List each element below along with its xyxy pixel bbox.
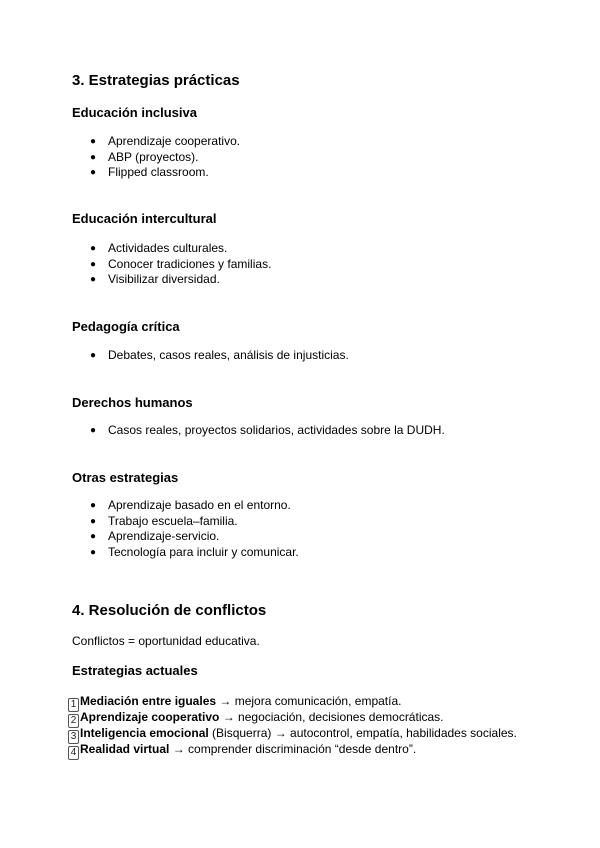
item-description: → negociación, decisiones democráticas. bbox=[219, 710, 444, 724]
item-term: Mediación entre iguales bbox=[80, 694, 217, 708]
bullet-icon: ● bbox=[90, 274, 97, 285]
list-item: ● Aprendizaje-servicio. bbox=[90, 529, 220, 543]
list-item: ● Actividades culturales. bbox=[90, 241, 228, 255]
item-description: → comprender discriminación “desde dentro”. bbox=[169, 742, 417, 756]
numbered-item bbox=[68, 693, 517, 709]
bullet-icon: ● bbox=[90, 546, 97, 558]
item-term: Inteligencia emocional bbox=[80, 726, 209, 740]
bullet-icon: ● bbox=[90, 167, 97, 178]
list-item: ● Casos reales, proyectos solidarios, actividades sobre la DUDH. bbox=[90, 423, 445, 437]
list-item: ● Trabajo escuela–familia. bbox=[90, 513, 238, 528]
bullet-icon: ● bbox=[90, 243, 97, 254]
list-educacion-intercultural bbox=[72, 241, 271, 288]
item-description: → autocontrol, empatía, habilidades sociales. bbox=[271, 726, 517, 740]
list-item: ● Tecnología para incluir y comunicar. bbox=[90, 544, 299, 559]
number-badge: 1 bbox=[68, 698, 79, 712]
bullet-icon: ● bbox=[90, 350, 97, 361]
heading-otras-estrategias: Otras estrategias bbox=[72, 470, 179, 485]
heading-estrategias-actuales: Estrategias actuales bbox=[72, 663, 198, 678]
bullet-icon: ● bbox=[90, 531, 97, 542]
bullet-icon: ● bbox=[90, 151, 97, 163]
bullet-icon: ● bbox=[90, 258, 97, 270]
bullet-icon: ● bbox=[90, 500, 97, 511]
list-item: ● Aprendizaje cooperativo. bbox=[90, 134, 241, 148]
list-item: ● Flipped classroom. bbox=[90, 165, 209, 179]
section-3-title: 3. Estrategias prácticas bbox=[72, 72, 240, 89]
number-badge: 4 bbox=[68, 746, 79, 760]
number-badge: 3 bbox=[68, 730, 79, 744]
bullet-icon: ● bbox=[90, 515, 97, 527]
number-badge: 2 bbox=[68, 714, 79, 728]
numbered-item bbox=[68, 741, 517, 757]
item-note: (Bisquerra) bbox=[208, 726, 272, 740]
numbered-list bbox=[68, 693, 517, 757]
list-educacion-inclusiva bbox=[72, 134, 240, 181]
intro-text: Conflictos = oportunidad educativa. bbox=[72, 634, 260, 648]
heading-pedagogia-critica: Pedagogía crítica bbox=[72, 319, 180, 334]
item-term: Aprendizaje cooperativo bbox=[80, 710, 220, 724]
list-item: ● Aprendizaje basado en el entorno. bbox=[90, 498, 291, 512]
item-term: Realidad virtual bbox=[80, 742, 170, 756]
heading-educacion-intercultural: Educación intercultural bbox=[72, 211, 217, 226]
item-description: → mejora comunicación, empatía. bbox=[216, 694, 402, 708]
heading-derechos-humanos: Derechos humanos bbox=[72, 395, 193, 410]
numbered-item bbox=[68, 709, 517, 725]
section-4-title: 4. Resolución de conflictos bbox=[72, 602, 267, 619]
bullet-icon: ● bbox=[90, 136, 97, 147]
list-item: ● Visibilizar diversidad. bbox=[90, 272, 220, 286]
list-derechos-humanos bbox=[72, 423, 445, 439]
list-pedagogia-critica bbox=[72, 348, 349, 364]
list-otras-estrategias bbox=[72, 498, 299, 560]
list-item: ● Conocer tradiciones y familias. bbox=[90, 256, 272, 271]
bullet-icon: ● bbox=[90, 425, 97, 436]
list-item: ● ABP (proyectos). bbox=[90, 149, 199, 164]
numbered-item bbox=[68, 725, 517, 741]
heading-educacion-inclusiva: Educación inclusiva bbox=[72, 105, 197, 120]
list-item: ● Debates, casos reales, análisis de injusticias. bbox=[90, 348, 349, 362]
